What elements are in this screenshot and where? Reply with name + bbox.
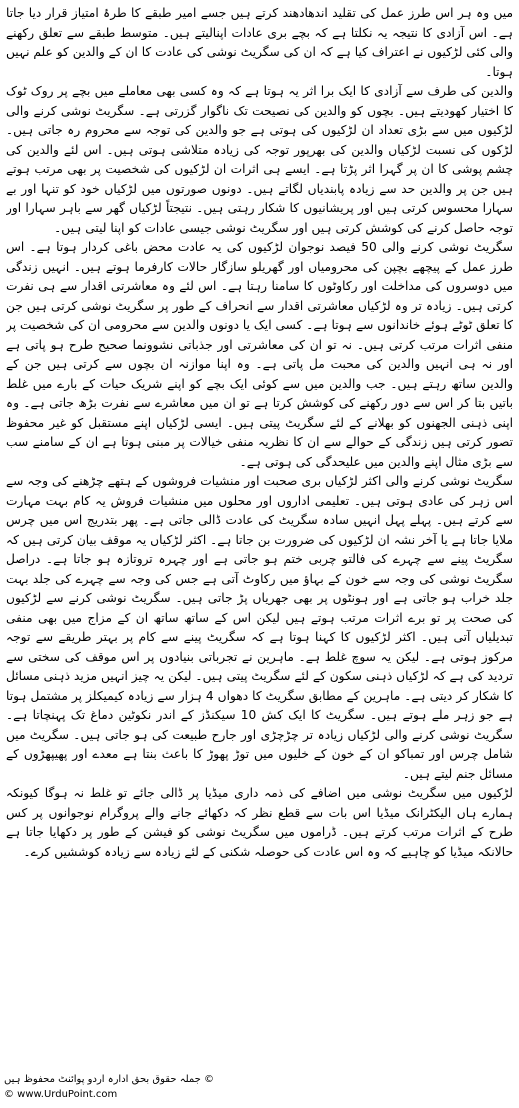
article-paragraph-1: میں وہ ہر اس طرز عمل کی تقلید اندھادھند کرتے ہیں جسے امیر طبقے کا طرۂ امتیاز قرار دیا جاتا ہے۔ اس آزادی کا نتیجہ یہ نکلتا ہے کہ بچے بری عادات اپنالیتے ہیں۔ متوسط طبقے سے تعلق رکھنے والی کئی لڑکیوں نے اعتراف کیا ہے کہ ان کی سگریٹ نوشی کی عادت کا ان کے والدین کو علم نہیں ہوتا۔ [6, 6, 513, 79]
article-paragraph-4: سگریٹ نوشی کرنے والی اکثر لڑکیاں بری صحبت اور منشیات فروشوں کے ہتھے چڑھنے کی وجہ سے اس زہر کی عادی ہوتی ہیں۔ تعلیمی اداروں اور محلوں میں منشیات فروش یہ کام بہت مہارت سے کرتے ہیں۔ پہلے پہل انہیں سادہ سگریٹ کی عادت ڈالی جاتی ہے۔ پھر بتدریج اس میں چرس ملایا جاتا ہے یا آخر نشہ ان لڑکیوں کی ضرورت بن جاتا ہے۔ اکثر لڑکیاں یہ موقف بیان کرتی ہیں کہ سگریٹ پینے سے چہرے کی فالتو چربی ختم ہو جاتی ہے اور چہرہ تروتازہ ہو جاتا ہے۔ دراصل سگریٹ نوشی کی وجہ سے خون کے بہاؤ میں رکاوٹ آتی ہے جس کی وجہ سے چہرے کی جلد بہت جلد خراب ہو جاتی ہے اور ہونٹوں پر بھی جھریاں پڑ جاتی ہیں۔ سگریٹ نوشی کرنے سے لڑکیوں کی صحت پر تو برے اثرات مرتب ہوتے ہیں لیکن اس کے ساتھ ساتھ ان کے مزاج میں بھی منفی تبدیلیاں آتی ہیں۔ اکثر لڑکیوں کا کہنا ہوتا ہے کہ سگریٹ پینے سے کام پر بہتر طریقے سے توجہ مرکوز ہوتی ہے۔ لیکن یہ سوچ غلط ہے۔ ماہرین نے تجرباتی بنیادوں پر اس موقف کی سختی سے تردید کی ہے کہ لڑکیاں ذہنی سکون کے لئے سگریٹ پیتی ہیں۔ لیکن یہ چیز انہیں مزید ذہنی مسائل کا شکار کر دیتی ہے۔ ماہرین کے مطابق سگریٹ کا دھواں 4 ہزار سے زیادہ کیمیکلز پر مشتمل ہوتا ہے جو زہر ملے ہوتے ہیں۔ سگریٹ کا ایک کش 10 سیکنڈز کے اندر نکوٹین دماغ تک پہنچاتا ہے۔ سگریٹ نوشی کرنے والی لڑکیاں زیادہ تر چڑچڑی اور جارح طبیعت کی ہو جاتی ہیں۔ سگریٹ میں شامل چرس اور تمباکو ان کے خون کے خلیوں میں توڑ پھوڑ کا باعث بنتا ہے معدے اور پھیپھڑوں کے مسائل جنم لیتے ہیں۔ [6, 474, 513, 781]
copyright-notice: © جملہ حقوق بحق ادارہ اردو پوائنٹ محفوظ ہیں [4, 1074, 215, 1085]
article-paragraph-5: لڑکیوں میں سگریٹ نوشی میں اضافے کی ذمہ داری میڈیا پر ڈالی جائے تو غلط نہ ہوگا کیونکہ ہمارے ہاں الیکٹرانک میڈیا اس بات سے قطع نظر کہ دکھائے جانے والے پروگرام نوجوانوں پر کس طرح کے اثرات مرتب کرتے ہیں۔ ڈراموں میں سگریٹ نوشی کو فیشن کے طور پر دکھایا جاتا ہے حالانکہ میڈیا کو چاہیے کہ وہ اس عادت کی حوصلہ شکنی کے لئے زیادہ سے زیادہ کوششیں کرے۔ [6, 786, 513, 859]
copyright-footer [4, 1074, 304, 1104]
site-url-link[interactable]: © www.UrduPoint.com [4, 1089, 118, 1100]
article-body [6, 4, 513, 1072]
article-paragraph-3: سگریٹ نوشی کرنے والی 50 فیصد نوجوان لڑکیوں کی یہ عادت محض باغی کردار ہوتا ہے۔ اس طرز عمل کے پیچھے بچپن کی محرومیاں اور گھریلو سازگار حالات کارفرما ہوتے ہیں۔ انہیں زندگی میں دوسروں کی مداخلت اور رکاوٹوں کا سامنا رہتا ہے۔ اس لئے وہ معاشرتی اقدار سے ہی نفرت کرتی ہیں۔ زیادہ تر وہ لڑکیاں معاشرتی اقدار سے انحراف کے طور پر سگریٹ نوشی کرتی ہیں جن کا تعلق ٹوٹے ہوئے خاندانوں سے ہوتا ہے۔ کسی ایک یا دونوں والدین سے محرومی ان کی شخصیت پر منفی اثرات مرتب کرتی ہیں۔ نہ تو ان کی معاشرتی اور جذباتی نشوونما صحیح طرح ہو پاتی ہے اور نہ ہی انہیں والدین کی محبت مل پاتی ہے۔ وہ اپنا موازنہ ان بچوں سے کرتی ہیں جن کے والدین ساتھ رہتے ہیں۔ جب والدین میں سے کوئی ایک بچے کو اپنے شریک حیات کے بارے میں غلط باتیں بتا کر اس سے دور رکھنے کی کوشش کرتا ہے تو ان میں معاشرے سے نفرت بڑھ جاتی ہے۔ وہ اپنی ذہنی الجھنوں کو بھلانے کے لئے سگریٹ پیتی ہیں۔ ایسی لڑکیاں اپنے مستقبل کو غیر محفوظ تصور کرتی ہیں زندگی کے حوالے سے ان کا نظریہ منفی خیالات پر مبنی ہوتا ہے ان کے سامنے سب سے بڑی مثال اپنے والدین میں علیحدگی کی ہوتی ہے۔ [6, 240, 513, 469]
article-paragraph-2: والدین کی طرف سے آزادی کا ایک برا اثر یہ ہوتا ہے کہ وہ کسی بھی معاملے میں بچے پر روک ٹوک کا اختیار کھودیتے ہیں۔ بچوں کو والدین کی نصیحت تک ناگوار گزرتی ہے۔ سگریٹ نوشی کرنے والی لڑکیوں میں سے بڑی تعداد ان لڑکیوں کی ہوتی ہے جو والدین کی توجہ سے محروم رہ جاتی ہیں۔ لڑکوں کی نسبت لڑکیاں والدین کی بھرپور توجہ کی زیادہ متلاشی ہوتی ہیں۔ اس لئے والدین کی چشم پوشی کا ان پر گہرا اثر پڑتا ہے۔ ایسے ہی اثرات ان لڑکیوں کی شخصیت پر بھی مرتب ہوتے ہیں جن پر والدین حد سے زیادہ پابندیاں لگاتے ہیں۔ دونوں صورتوں میں لڑکیاں خود کو تنہا اور بے سہارا محسوس کرتی ہیں اور پریشانیوں کا شکار رہتی ہیں۔ نتیجتاً لڑکیاں گھر سے باہر سہارا اور توجہ حاصل کرنے کی کوشش کرتی ہیں اور سگریٹ نوشی جیسی عادات کو اپنا لیتی ہیں۔ [6, 84, 513, 235]
